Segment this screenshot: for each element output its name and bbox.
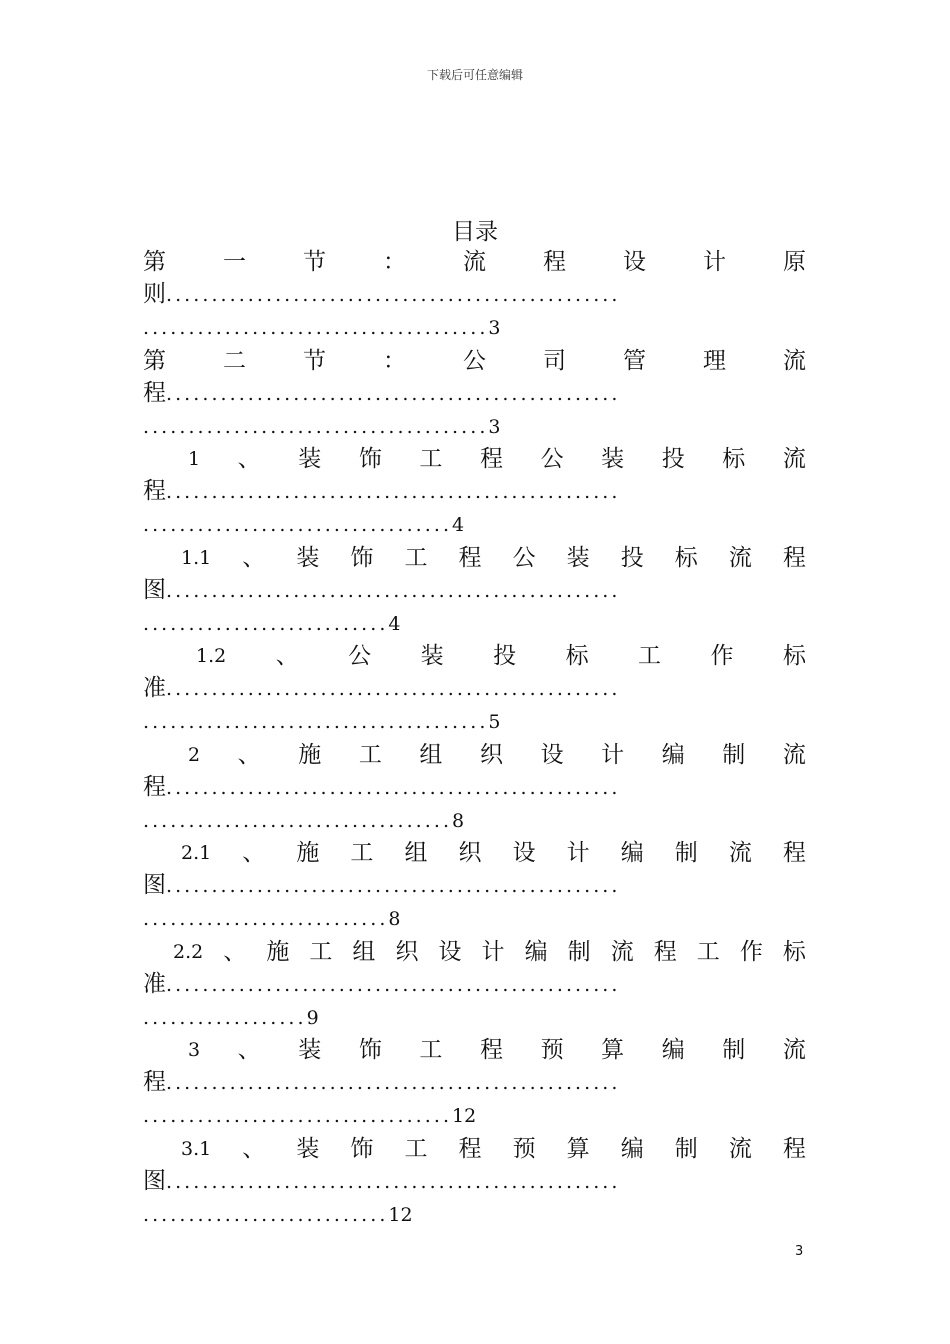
toc-entry-line3 <box>143 411 501 443</box>
toc-heading-char: 施 <box>296 840 320 866</box>
toc-entry-heading <box>188 443 806 475</box>
toc-page-number: 4 <box>388 612 401 635</box>
toc-heading-char: 、 <box>237 1037 261 1063</box>
toc-heading-last-char: 图 <box>143 576 166 603</box>
toc-heading-char: 投 <box>493 643 517 669</box>
toc-heading-char: 作 <box>739 938 763 965</box>
toc-heading-char: 流 <box>610 938 634 965</box>
toc-heading-char: 程 <box>479 446 503 472</box>
toc-entry-heading <box>196 640 806 672</box>
toc-entry-line3 <box>143 805 464 837</box>
toc-heading-char: 流 <box>728 544 752 571</box>
toc-heading-char: 设 <box>438 938 462 965</box>
toc-entry-line2 <box>143 377 806 409</box>
dot-leader: .................................................. <box>166 481 621 503</box>
toc-entry[interactable] <box>143 640 806 739</box>
toc-heading-char: 节 <box>303 249 326 275</box>
toc-heading-char: 、 <box>237 446 261 472</box>
toc-heading-char: 2.2 <box>173 940 204 963</box>
toc-heading-char: 、 <box>242 544 266 571</box>
toc-heading-char: 3 <box>188 1039 201 1061</box>
toc-heading-char: 饰 <box>358 446 382 472</box>
toc-heading-char: 标 <box>782 938 806 965</box>
toc-heading-char: 程 <box>543 249 566 275</box>
toc-heading-char: 装 <box>296 1135 320 1162</box>
toc-heading-char: 程 <box>782 1135 806 1162</box>
toc-entry-heading <box>173 936 806 968</box>
toc-heading-char: 程 <box>458 1135 482 1162</box>
toc-heading-last-char: 程 <box>143 379 166 406</box>
toc-page-number: 12 <box>452 1105 477 1127</box>
toc-heading-char: ： <box>383 347 406 374</box>
toc-heading-char: 作 <box>710 643 734 669</box>
toc-heading-char: 工 <box>419 446 443 472</box>
toc-heading-char: 工 <box>358 741 382 768</box>
dot-leader: ...................................... <box>143 711 489 733</box>
toc-heading-char: 投 <box>620 544 644 571</box>
toc-heading-char: 流 <box>463 249 486 275</box>
toc-title: 目录 <box>452 219 498 245</box>
toc-heading-char: 工 <box>309 938 333 965</box>
toc-heading-char: 编 <box>620 840 644 866</box>
toc-heading-char: 工 <box>404 1135 428 1162</box>
toc-heading-char: 装 <box>420 643 444 669</box>
toc-heading-char: 司 <box>543 347 566 374</box>
toc-heading-char: 标 <box>722 446 746 472</box>
toc-entry-heading <box>188 739 806 771</box>
dot-leader: .................................................. <box>166 284 621 306</box>
toc-page-number: 12 <box>388 1203 413 1226</box>
toc-heading-char: 计 <box>481 938 505 965</box>
toc-page-number: 5 <box>488 711 501 733</box>
toc-heading-char: 制 <box>674 1135 698 1162</box>
toc-heading-char: 算 <box>566 1135 590 1162</box>
toc-heading-char: 公 <box>540 446 564 472</box>
dot-leader: ........................... <box>143 612 389 635</box>
toc-heading-char: 原 <box>783 249 806 275</box>
toc-heading-char: 一 <box>223 249 246 275</box>
toc-heading-char: 施 <box>298 741 322 768</box>
toc-heading-char: 、 <box>242 840 266 866</box>
toc-heading-char: 公 <box>512 544 536 571</box>
toc-heading-char: 织 <box>395 938 419 965</box>
toc-entry-line2 <box>143 475 806 507</box>
toc-heading-char: 工 <box>638 643 662 669</box>
dot-leader: .................................. <box>143 514 453 536</box>
toc-entry-line3 <box>143 903 401 935</box>
toc-entry-line2 <box>143 278 806 310</box>
dot-leader: .................................................. <box>166 875 621 897</box>
toc-heading-char: 织 <box>479 741 503 768</box>
dot-leader: .................................................. <box>166 1072 621 1094</box>
toc-heading-last-char: 则 <box>143 281 166 307</box>
dot-leader: .................................................. <box>166 1170 621 1193</box>
toc-heading-char: 工 <box>350 840 374 866</box>
toc-heading-char: 流 <box>782 741 806 768</box>
toc-page-number: 4 <box>452 514 465 536</box>
toc-entry-line2 <box>143 968 806 1000</box>
toc-heading-last-char: 程 <box>143 773 166 800</box>
toc-heading-char: 设 <box>512 840 536 866</box>
toc-heading-char: 制 <box>722 741 746 768</box>
toc-heading-char: 制 <box>567 938 591 965</box>
dot-leader: ...................................... <box>143 415 489 438</box>
dot-leader: .................................................. <box>166 382 621 405</box>
toc-entry[interactable] <box>143 1133 806 1232</box>
toc-heading-char: 算 <box>601 1037 625 1063</box>
toc-entry-line2 <box>143 869 806 901</box>
toc-entry-line2 <box>143 771 806 803</box>
toc-heading-char: 装 <box>296 544 320 571</box>
toc-heading-char: 饰 <box>350 1135 374 1162</box>
toc-heading-char: 理 <box>703 347 726 374</box>
toc-entry-heading <box>181 542 806 574</box>
dot-leader: .................................. <box>143 809 453 832</box>
toc-heading-char: 公 <box>348 643 372 669</box>
toc-entry[interactable] <box>143 345 806 444</box>
toc-heading-char: 流 <box>783 347 806 374</box>
toc-heading-last-char: 程 <box>143 1069 166 1095</box>
toc-heading-char: 计 <box>601 741 625 768</box>
toc-entry-line2 <box>143 574 806 606</box>
dot-leader: ........................... <box>143 1203 389 1226</box>
toc-heading-char: 流 <box>782 1037 806 1063</box>
dot-leader: .................................................. <box>166 678 621 700</box>
toc-heading-char: 、 <box>275 643 299 669</box>
toc-heading-char: 、 <box>237 741 261 768</box>
toc-heading-char: 装 <box>298 446 322 472</box>
page-number: 3 <box>795 1244 804 1259</box>
toc-entry[interactable] <box>143 739 806 838</box>
toc-heading-char: 流 <box>782 446 806 472</box>
toc-heading-char: 组 <box>404 840 428 866</box>
toc-heading-char: 编 <box>661 741 685 768</box>
toc-heading-char: 标 <box>565 643 589 669</box>
page-header: 下载后可任意编辑 <box>426 68 523 82</box>
toc-heading-char: 制 <box>722 1037 746 1063</box>
toc-entry-line2 <box>143 1165 806 1197</box>
toc-heading-last-char: 程 <box>143 478 166 504</box>
toc-heading-char: 、 <box>223 938 247 965</box>
toc-heading-char: 二 <box>223 347 246 374</box>
toc-heading-char: 计 <box>703 249 726 275</box>
toc-page-number: 8 <box>388 908 401 930</box>
toc-heading-last-char: 准 <box>143 970 166 997</box>
dot-leader: .................................................. <box>166 973 621 996</box>
toc-heading-char: 设 <box>540 741 564 768</box>
dot-leader: .................................. <box>143 1105 453 1127</box>
toc-heading-char: 编 <box>524 938 548 965</box>
toc-heading-char: 标 <box>674 544 698 571</box>
toc-entry-line3 <box>143 1100 476 1132</box>
toc-entry-line2 <box>143 672 806 704</box>
toc-heading-char: ： <box>383 249 406 275</box>
toc-heading-char: 装 <box>298 1037 322 1063</box>
toc-heading-char: 2.1 <box>181 842 212 864</box>
toc-heading-char: 组 <box>352 938 376 965</box>
toc-heading-char: 程 <box>782 840 806 866</box>
toc-heading-char: 织 <box>458 840 482 866</box>
toc-entry-heading <box>143 246 806 278</box>
toc-entry-line2 <box>143 1066 806 1098</box>
toc-heading-char: 装 <box>566 544 590 571</box>
toc-heading-char: 饰 <box>358 1037 382 1063</box>
toc-entry[interactable] <box>143 837 806 936</box>
toc-heading-char: 预 <box>540 1037 564 1063</box>
toc-entry[interactable] <box>143 246 806 345</box>
table-of-contents <box>143 246 806 1231</box>
toc-heading-char: 设 <box>623 249 646 275</box>
toc-heading-char: 3.1 <box>181 1137 212 1160</box>
toc-entry-line3 <box>143 1199 413 1231</box>
toc-heading-char: 、 <box>242 1135 266 1162</box>
toc-entry-line3 <box>143 509 464 541</box>
toc-heading-char: 程 <box>479 1037 503 1063</box>
dot-leader: ........................... <box>143 908 389 930</box>
toc-entry-heading <box>181 1133 806 1165</box>
toc-entry[interactable] <box>143 542 806 641</box>
toc-entry-line3 <box>143 1002 319 1034</box>
toc-heading-char: 计 <box>566 840 590 866</box>
toc-heading-char: 流 <box>728 1135 752 1162</box>
toc-heading-char: 1.2 <box>196 645 227 667</box>
toc-heading-char: 程 <box>458 544 482 571</box>
toc-heading-char: 预 <box>512 1135 536 1162</box>
toc-heading-char: 饰 <box>350 544 374 571</box>
toc-heading-char: 投 <box>661 446 685 472</box>
toc-heading-char: 程 <box>782 544 806 571</box>
toc-heading-char: 第 <box>143 249 166 275</box>
toc-entry-heading <box>188 1034 806 1066</box>
toc-heading-char: 标 <box>782 643 806 669</box>
toc-heading-char: 公 <box>463 347 486 374</box>
toc-heading-char: 组 <box>419 741 443 768</box>
toc-heading-char: 施 <box>266 938 290 965</box>
dot-leader: .................................................. <box>166 776 621 799</box>
dot-leader: ...................................... <box>143 317 489 339</box>
toc-heading-char: 1 <box>188 448 201 470</box>
toc-heading-last-char: 图 <box>143 872 166 898</box>
toc-entry[interactable] <box>143 1034 806 1133</box>
toc-heading-char: 制 <box>674 840 698 866</box>
toc-heading-char: 工 <box>404 544 428 571</box>
toc-heading-last-char: 图 <box>143 1167 166 1194</box>
toc-heading-last-char: 准 <box>143 675 166 701</box>
toc-heading-char: 节 <box>303 347 326 374</box>
toc-heading-char: 流 <box>728 840 752 866</box>
toc-entry-line3 <box>143 608 401 640</box>
toc-entry[interactable] <box>143 936 806 1035</box>
toc-page-number: 9 <box>306 1006 319 1029</box>
toc-heading-char: 编 <box>661 1037 685 1063</box>
dot-leader: .................. <box>143 1006 307 1029</box>
toc-entry-line3 <box>143 706 501 738</box>
toc-entry-heading <box>181 837 806 869</box>
toc-heading-char: 工 <box>696 938 720 965</box>
toc-heading-char: 1.1 <box>181 546 212 569</box>
toc-page-number: 3 <box>488 317 501 339</box>
toc-entry-line3 <box>143 312 501 344</box>
toc-heading-char: 装 <box>601 446 625 472</box>
toc-heading-char: 2 <box>188 743 201 766</box>
toc-heading-char: 第 <box>143 347 166 374</box>
toc-page-number: 8 <box>452 809 465 832</box>
toc-heading-char: 程 <box>653 938 677 965</box>
toc-page-number: 3 <box>488 415 501 438</box>
toc-entry-heading <box>143 345 806 377</box>
toc-heading-char: 编 <box>620 1135 644 1162</box>
dot-leader: .................................................. <box>166 579 621 602</box>
toc-entry[interactable] <box>143 443 806 542</box>
toc-heading-char: 管 <box>623 347 646 374</box>
toc-heading-char: 工 <box>419 1037 443 1063</box>
